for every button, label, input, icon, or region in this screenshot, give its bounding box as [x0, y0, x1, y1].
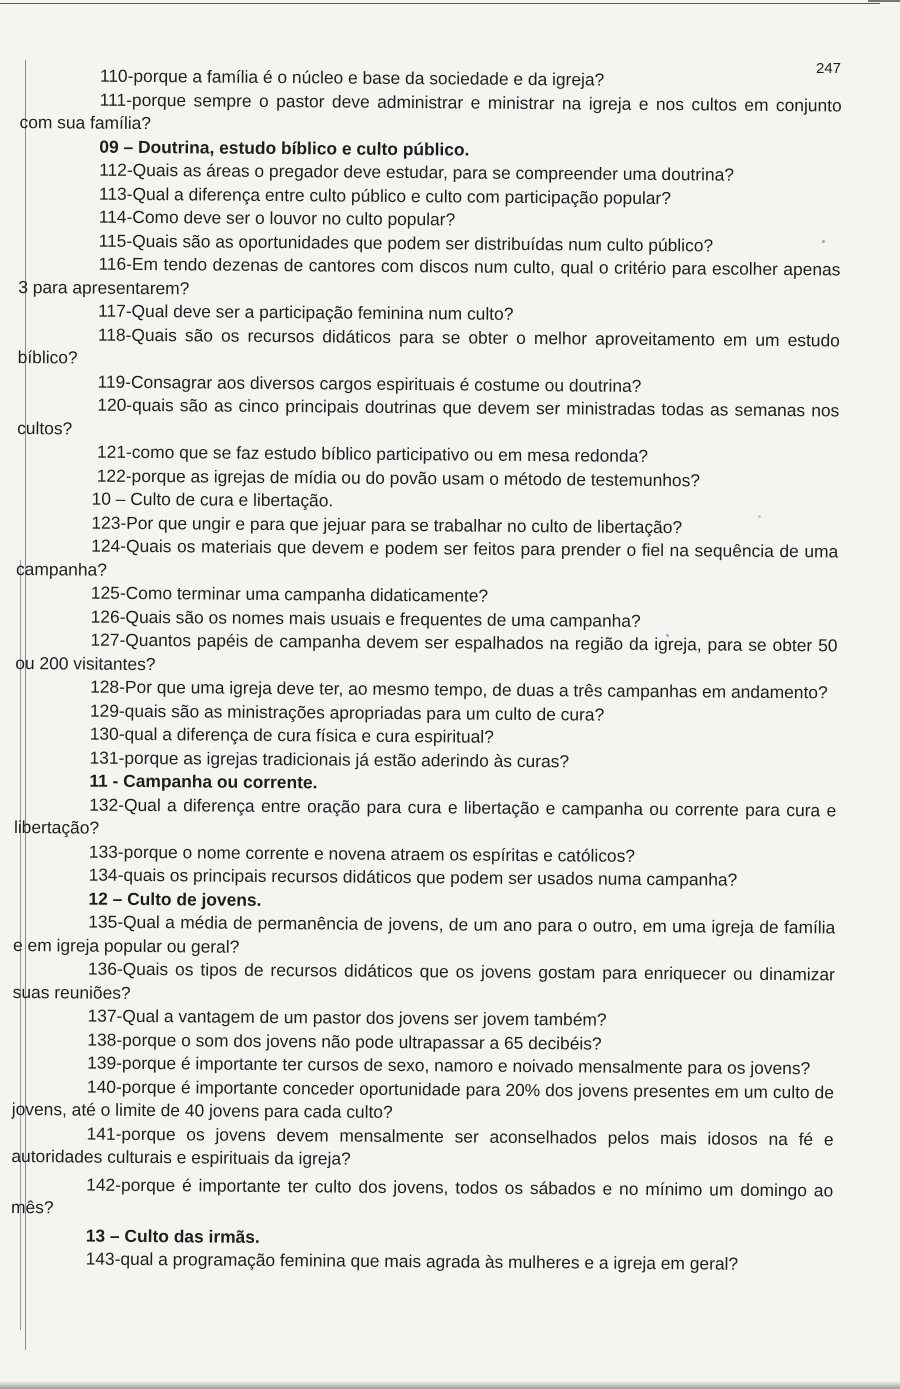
section-heading-10: 10 – Culto de cura e libertação. — [91, 488, 334, 511]
question-141: 141-porque os jovens devem mensalmente ser aconselhados pelos mais idosos na fé e autoridades culturais e espirituais da igreja? — [11, 1123, 834, 1169]
page-corner-edge — [868, 0, 900, 2]
question-133: 133-porque o nome corrente e novena atraem os espíritas e católicos? — [88, 841, 636, 866]
question-135: 135-Qual a média de permanência de jovens, de um ano para o outro, em uma igreja de família e em igreja popular ou geral? — [13, 911, 836, 957]
question-142: 142-porque é importante ter culto dos jovens, todos os sábados e no mínimo um domingo ao mês? — [10, 1174, 834, 1218]
question-136: 136-Quais os tipos de recursos didáticos que os jovens gostam para enriquecer ou dinamizar suas reuniões? — [12, 958, 835, 1003]
question-117: 117-Qual deve ser a participação feminina num culto? — [97, 300, 514, 324]
section-heading-12: 12 – Culto de jovens. — [88, 888, 262, 910]
question-111: 111-porque sempre o pastor deve administrar e ministrar na igreja e nos cultos em conjunto com sua família? — [19, 89, 842, 134]
page-top-edge — [0, 3, 880, 4]
question-112: 112-Quais as áreas o pregador deve estudar, para se compreender uma doutrina? — [99, 159, 735, 185]
scan-bottom-shadow — [0, 1381, 900, 1389]
question-110: 110-porque a família é o núcleo e base da sociedade e da igreja? — [99, 65, 605, 90]
question-list — [11, 64, 842, 1277]
question-126: 126-Quais são os nomes mais usuais e frequentes de uma campanha? — [90, 606, 641, 631]
page-number: 247 — [816, 60, 842, 77]
question-140: 140-porque é importante conceder oportunidade para 20% dos jovens presentes em um culto de jovens, até o limite de 40 jovens para cada culto? — [11, 1076, 835, 1122]
question-121: 121-como que se faz estudo bíblico participativo ou em mesa redonda? — [96, 441, 649, 466]
question-143: 143-qual a programação feminina que mais agrada às mulheres e a igreja em geral? — [85, 1248, 739, 1274]
section-heading-13: 13 – Culto das irmãs. — [85, 1225, 260, 1247]
question-127: 127-Quantos papéis de campanha devem ser espalhados na região da igreja, para se obter 50 ou 200 visitantes? — [15, 629, 838, 674]
question-139: 139-porque é importante ter cursos de sexo, namoro e noivado mensalmente para os jovens? — [87, 1052, 811, 1079]
question-134: 134-quais os principais recursos didáticos que podem ser usados numa campanha? — [88, 864, 738, 890]
question-131: 131-porque as igrejas tradicionais já estão aderindo às curas? — [89, 747, 570, 771]
question-116: 116-Em tendo dezenas de cantores com discos num culto, qual o critério para escolher apenas 3 para apresentarem? — [18, 253, 841, 298]
question-128: 128-Por que uma igreja deve ter, ao mesmo tempo, de duas a três campanhas em andamento? — [90, 676, 828, 703]
question-130: 130-qual a diferença de cura física e cura espiritual? — [89, 723, 494, 747]
question-129: 129-quais são as ministrações apropriadas para um culto de cura? — [89, 700, 605, 725]
question-132: 132-Qual a diferença entre oração para cura e libertação e campanha ou corrente para cura e libertação? — [13, 794, 837, 838]
question-114: 114-Como deve ser o louvor no culto popular? — [98, 206, 456, 230]
question-125: 125-Como terminar uma campanha didaticamente? — [90, 582, 489, 606]
question-123: 123-Por que ungir e para que jejuar para se trabalhar no culto de libertação? — [91, 512, 683, 537]
question-115: 115-Quais são as oportunidades que podem ser distribuídas num culto público? — [98, 230, 714, 255]
section-heading-11: 11 - Campanha ou corrente. — [89, 770, 318, 793]
question-122: 122-porque as igrejas de mídia ou do povão usam o método de testemunhos? — [96, 465, 701, 490]
question-119: 119-Consagrar aos diversos cargos espirituais é costume ou doutrina? — [97, 371, 642, 396]
question-138: 138-porque o som dos jovens não pode ultrapassar a 65 decibéis? — [87, 1029, 602, 1054]
question-118: 118-Quais são os recursos didáticos para se obter o melhor aproveitamento em um estudo bíblico? — [17, 324, 840, 368]
question-113: 113-Qual a diferença entre culto público e culto com participação popular? — [98, 183, 672, 208]
question-120: 120-quais são as cinco principais doutrinas que devem ser ministradas todas as semanas nos cultos? — [17, 394, 840, 438]
section-heading-09: 09 – Doutrina, estudo bíblico e culto público. — [99, 136, 470, 160]
question-124: 124-Quais os materiais que devem e podem ser feitos para prender o fiel na sequência de uma campanha? — [15, 535, 839, 580]
question-137: 137-Qual a vantagem de um pastor dos jovens ser jovem também? — [87, 1005, 607, 1030]
